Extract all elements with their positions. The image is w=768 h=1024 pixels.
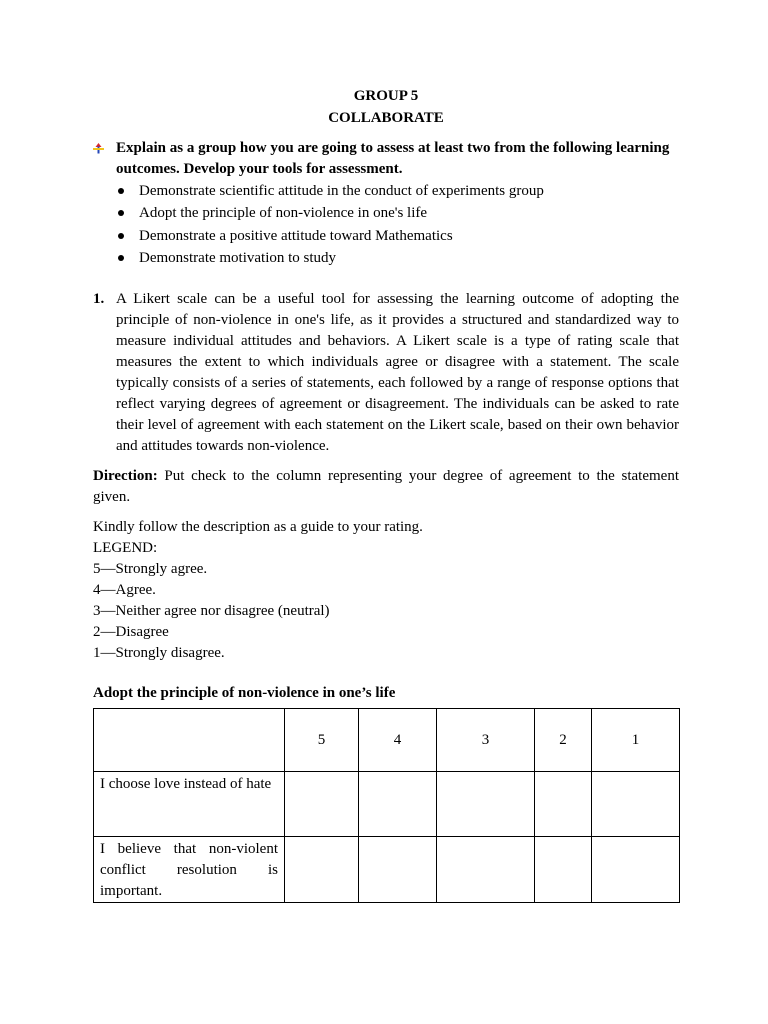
instruction-block xyxy=(93,138,679,180)
legend-item: 2—Disagree xyxy=(93,624,169,641)
item-1-text: A Likert scale can be a useful tool for assessing the learning outcome of adopting the principle of non-violence in one's life, as it provides a structured and standardized way to measure individual attitudes and behaviors. A Likert scale is a type of rating scale that measures the extent to which individuals agree or disagree with a statement. The scale typically consists of a series of statements, each followed by a range of response options that reflect varying degrees of agreement or disagreement. The individuals can be asked to rate their level of agreement with each statement on the Likert scale, based on their own behavior and attitudes towards non-violence. xyxy=(116,291,679,455)
outcome-list xyxy=(93,180,679,269)
outcome-item: Demonstrate a positive attitude toward Mathematics xyxy=(116,225,679,247)
table-header-row xyxy=(94,709,680,772)
rating-cell-2[interactable] xyxy=(535,772,592,837)
legend-item: 5—Strongly agree. xyxy=(93,561,208,578)
bullet-dot-icon xyxy=(118,210,124,216)
table-row xyxy=(94,772,680,837)
bullet-dot-icon xyxy=(118,255,124,261)
statement-cell: I choose love instead of hate xyxy=(94,772,285,837)
legend-title: LEGEND: xyxy=(93,540,158,557)
bullet-dot-icon xyxy=(118,233,124,239)
direction-label: Direction: xyxy=(93,468,158,485)
arrow-bullet-icon xyxy=(93,143,104,154)
section-heading: COLLABORATE xyxy=(328,110,444,126)
scale-header-2: 2 xyxy=(535,709,592,772)
bullet-dot-icon xyxy=(118,188,124,194)
header-blank-cell xyxy=(94,709,285,772)
outcome-item: Demonstrate motivation to study xyxy=(116,247,679,269)
instruction-text: Explain as a group how you are going to assess at least two from the following learning outcomes. Develop your tools for assessment. xyxy=(116,140,670,177)
rating-cell-5[interactable] xyxy=(285,837,359,903)
rating-cell-1[interactable] xyxy=(592,837,680,903)
table-row xyxy=(94,837,680,903)
group-heading: GROUP 5 xyxy=(353,88,419,104)
rating-cell-3[interactable] xyxy=(437,772,535,837)
scale-header-1: 1 xyxy=(592,709,680,772)
scale-header-5: 5 xyxy=(285,709,359,772)
rating-cell-2[interactable] xyxy=(535,837,592,903)
legend-block xyxy=(93,517,679,664)
rating-cell-1[interactable] xyxy=(592,772,680,837)
scale-header-3: 3 xyxy=(437,709,535,772)
guide-intro: Kindly follow the description as a guide to your rating. xyxy=(93,519,423,536)
outcome-item: Adopt the principle of non-violence in one's life xyxy=(116,202,679,224)
direction-paragraph xyxy=(93,466,679,508)
statement-cell: I believe that non-violent conflict resolution is important. xyxy=(94,837,285,903)
document-page xyxy=(93,86,679,903)
legend-item: 3—Neither agree nor disagree (neutral) xyxy=(93,603,330,620)
legend-item: 1—Strongly disagree. xyxy=(93,645,225,662)
outcome-item: Demonstrate scientific attitude in the conduct of experiments group xyxy=(116,180,679,202)
item-1-paragraph xyxy=(93,289,679,457)
scale-header-4: 4 xyxy=(359,709,437,772)
direction-text: Put check to the column representing your degree of agreement to the statement given. xyxy=(93,468,680,506)
rating-cell-5[interactable] xyxy=(285,772,359,837)
rating-cell-3[interactable] xyxy=(437,837,535,903)
rating-cell-4[interactable] xyxy=(359,772,437,837)
legend-item: 4—Agree. xyxy=(93,582,156,599)
item-number: 1. xyxy=(93,291,105,308)
likert-table xyxy=(93,708,680,903)
rating-cell-4[interactable] xyxy=(359,837,437,903)
table-title: Adopt the principle of non-violence in one’s life xyxy=(93,685,396,702)
